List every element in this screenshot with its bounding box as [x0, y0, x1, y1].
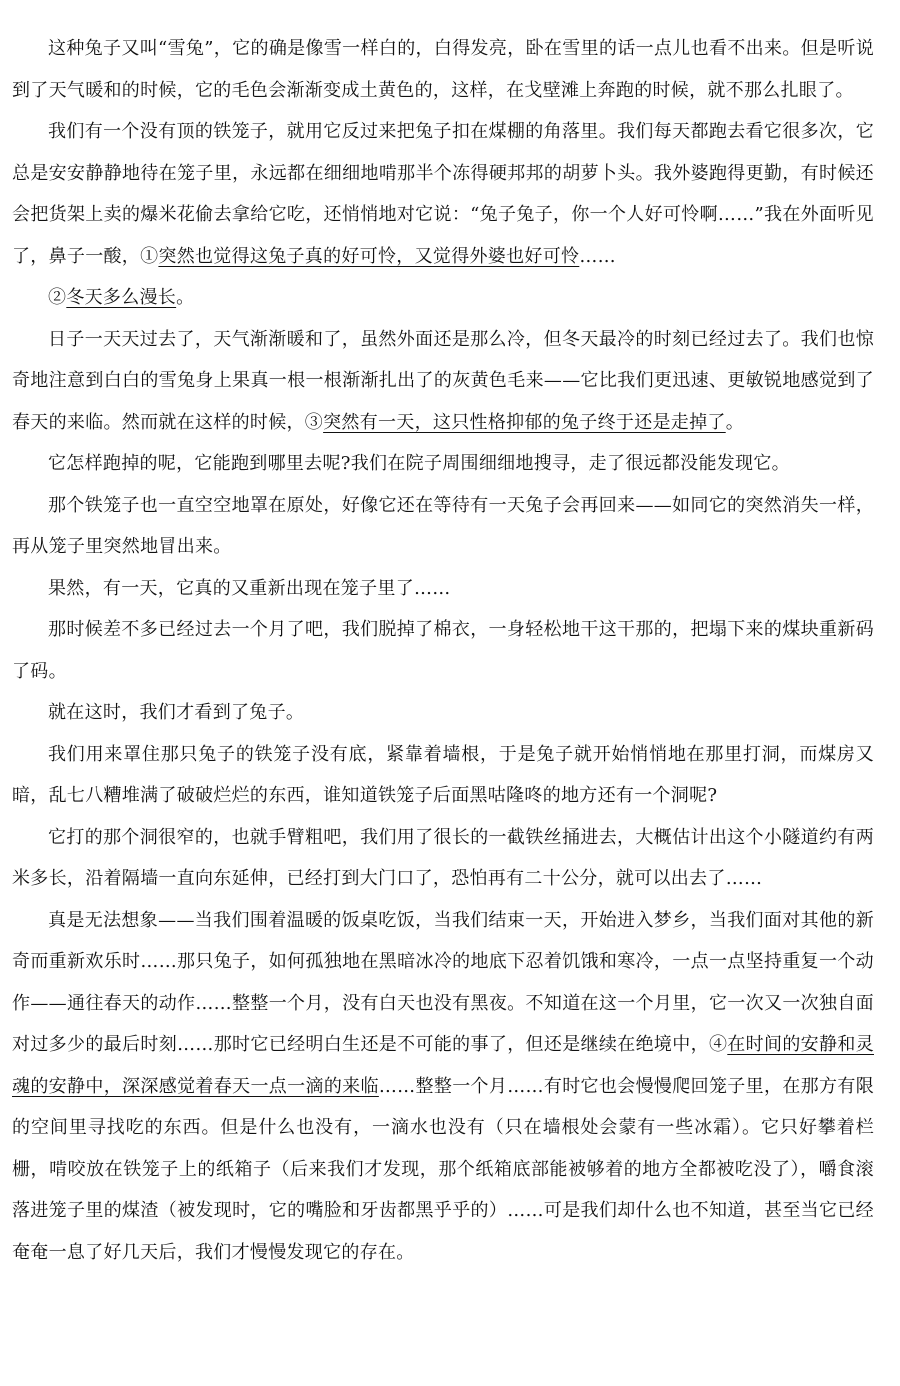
- text-run: 它打的那个洞很窄的，也就手臂粗吧，我们用了很长的一截铁丝捅进去，大概估计出这个小隧道约有两米多长，沿着隔墙一直向东延伸，已经打到大门口了，恐怕再有二十公分，就可以出去了……: [12, 826, 874, 889]
- text-run: ……: [579, 245, 616, 267]
- text-run: 我们用来罩住那只兔子的铁笼子没有底，紧靠着墙根，于是兔子就开始悄悄地在那里打洞，而煤房又暗，乱七八糟堆满了破破烂烂的东西，谁知道铁笼子后面黑咕隆咚的地方还有一个洞呢?: [12, 743, 874, 806]
- paragraph-10: [12, 734, 874, 817]
- paragraph-5: [12, 443, 874, 485]
- text-run: 这种兔子又叫“雪兔”，它的确是像雪一样白的，白得发亮，卧在雪里的话一点儿也看不出来。但是听说到了天气暖和的时候，它的毛色会渐渐变成土黄色的，这样，在戈壁滩上奔跑的时候，就不那么扎眼了。: [12, 38, 874, 101]
- text-run: 那时候差不多已经过去一个月了吧，我们脱掉了棉衣，一身轻松地干这干那的，把塌下来的煤块重新码了码。: [12, 619, 874, 682]
- paragraph-8: [12, 609, 874, 692]
- underlined-sentence-4: 在时间的安静和灵魂的安静中，深深感觉着春天一点一滴的来临: [12, 1034, 874, 1097]
- paragraph-4: [12, 319, 874, 444]
- text-run: 。: [725, 411, 745, 433]
- text-run: ……整整一个月……有时它也会慢慢爬回笼子里，在那方有限的空间里寻找吃的东西。但是什么也没有，一滴水也没有（只在墙根处会蒙有一些冰霜）。它只好攀着栏栅，啃咬放在铁笼子上的纸箱子（后来我们才发现，那个纸箱底部能被够着的地方全都被吃没了），嚼食滚落进笼子里的煤渣（被发现时，它的嘴脸和牙齿都黑乎乎的）……可是我们却什么也不知道，甚至当它已经奄奄一息了好几天后，我们才慢慢发现它的存在。: [12, 1075, 874, 1263]
- paragraph-6: [12, 485, 874, 568]
- text-run: 。: [176, 287, 195, 308]
- paragraph-3: [12, 277, 874, 319]
- paragraph-11: [12, 817, 874, 900]
- text-run: 果然，有一天，它真的又重新出现在笼子里了……: [48, 577, 451, 599]
- underlined-sentence-1: 突然也觉得这兔子真的好可怜，又觉得外婆也好可怜: [158, 245, 580, 267]
- text-run: 日子一天天过去了，天气渐渐暖和了，虽然外面还是那么冷，但冬天最冷的时刻已经过去了。我们也惊奇地注意到白白的雪兔身上果真一根一根渐渐扎出了的灰黄色毛来——它比我们更迅速、更敏锐地感觉到了春天的来临。然而就在这样的时候，③: [12, 328, 874, 433]
- text-run: 我们有一个没有顶的铁笼子，就用它反过来把兔子扣在煤棚的角落里。我们每天都跑去看它很多次，它总是安安静静地待在笼子里，永远都在细细地啃那半个冻得硬邦邦的胡萝卜头。我外婆跑得更勤，有时候还会把货架上卖的爆米花偷去拿给它吃，还悄悄地对它说：“兔子兔子，你一个人好可怜啊……”我在外面听见了，鼻子一酸，①: [12, 121, 874, 267]
- paragraph-7: [12, 568, 874, 610]
- text-run: 它怎样跑掉的呢，它能跑到哪里去呢?我们在院子周围细细地搜寻，走了很远都没能发现它。: [48, 453, 790, 474]
- text-run: 真是无法想象——当我们围着温暖的饭桌吃饭，当我们结束一天，开始进入梦乡，当我们面对其他的新奇而重新欢乐时……那只兔子，如何孤独地在黑暗冰冷的地底下忍着饥饿和寒冷，一点一点坚持重复一个动作——通往春天的动作……整整一个月，没有白天也没有黑夜。不知道在这一个月里，它一次又一次独自面对过多少的最后时刻……那时它已经明白生还是不可能的事了，但还是继续在绝境中，④: [12, 909, 874, 1055]
- text-run: 就在这时，我们才看到了兔子。: [48, 702, 305, 723]
- paragraph-12: [12, 900, 874, 1274]
- paragraph-9: [12, 692, 874, 734]
- underlined-sentence-2: 冬天多么漫长: [66, 287, 177, 308]
- text-run: 那个铁笼子也一直空空地罩在原处，好像它还在等待有一天兔子会再回来——如同它的突然消失一样，再从笼子里突然地冒出来。: [12, 494, 874, 557]
- paragraph-1: [12, 28, 874, 111]
- paragraph-2: [12, 111, 874, 277]
- underlined-sentence-3: 突然有一天，这只性格抑郁的兔子终于还是走掉了: [323, 411, 726, 433]
- text-run: ②: [48, 287, 67, 308]
